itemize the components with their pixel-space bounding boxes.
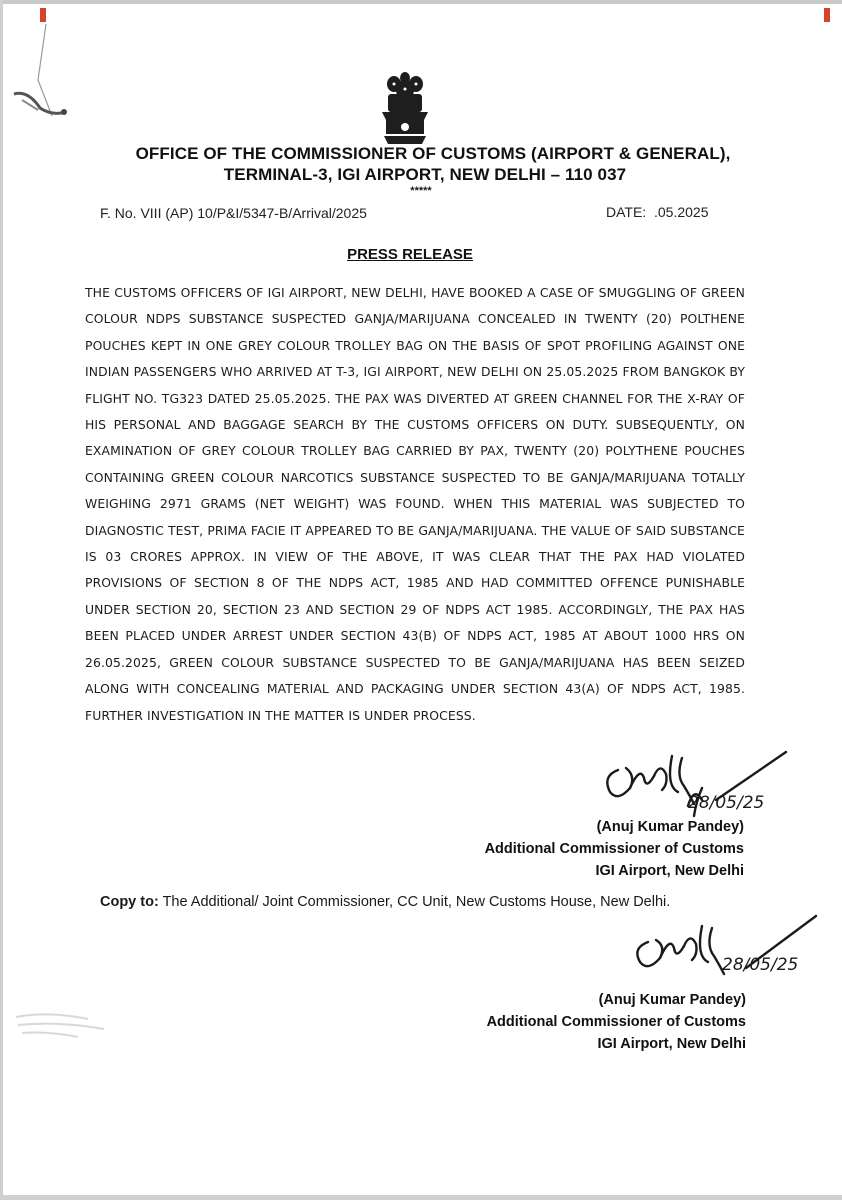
signatory-name: (Anuj Kumar Pandey) [596, 819, 744, 835]
file-number: F. No. VIII (AP) 10/P&I/5347-B/Arrival/2025 [100, 205, 367, 221]
copy-to-line [100, 894, 670, 910]
office-title-line1: OFFICE OF THE COMMISSIONER OF CUSTOMS (AIRPORT & GENERAL), [135, 144, 731, 163]
signature-date-2: 28/05/25 [722, 955, 799, 975]
signatory-location: IGI Airport, New Delhi [597, 1036, 746, 1052]
signature-icon [596, 746, 796, 826]
signatory-designation: Additional Commissioner of Customs [484, 841, 744, 857]
signature-icon [626, 908, 826, 988]
signatory-name: (Anuj Kumar Pandey) [598, 992, 746, 1008]
copy-to-label: Copy to: [100, 894, 159, 910]
signatory-block-2 [440, 989, 746, 1055]
staple-marks-icon [8, 20, 78, 130]
scan-edge-bottom [0, 1195, 842, 1200]
date-value: .05.2025 [653, 204, 709, 220]
signatory-block-1 [440, 816, 744, 882]
date-field [606, 204, 708, 220]
signature-date-1: 28/05/25 [688, 793, 765, 813]
header-separator: ***** [410, 185, 432, 197]
scan-edge-left [0, 0, 3, 1200]
office-title-line2: TERMINAL-3, IGI AIRPORT, NEW DELHI – 110 037 [223, 165, 627, 184]
scan-edge-top [0, 0, 842, 4]
scan-smudge [8, 1005, 118, 1045]
date-label: DATE: [606, 204, 647, 220]
copy-to-text: The Additional/ Joint Commissioner, CC Unit, New Customs House, New Delhi. [162, 894, 671, 910]
corner-mark-right [824, 8, 830, 22]
signatory-location: IGI Airport, New Delhi [595, 863, 744, 879]
state-emblem-icon [372, 68, 438, 148]
signatory-designation: Additional Commissioner of Customs [486, 1014, 746, 1030]
press-release-title: PRESS RELEASE [347, 246, 473, 263]
press-release-body: THE CUSTOMS OFFICERS OF IGI AIRPORT, NEW DELHI, HAVE BOOKED A CASE OF SMUGGLING OF GREEN COLOUR NDPS SUBSTANCE SUSPECTED GANJA/MARIJUANA CONCEALED IN TWENTY (20) POLTHENE POUCHES KEPT IN ONE GREY COLOUR TROLLEY BAG ON THE BASIS OF SPOT PROFILING AGAINST ONE INDIAN PASSENGERS WHO ARRIVED AT T-3, IGI AIRPORT, NEW DELHI ON 25.05.2025 FROM BANGKOK BY FLIGHT NO. TG323 DATED 25.05.2025. THE PAX WAS DIVERTED AT GREEN CHANNEL FOR THE X-RAY OF HIS PERSONAL AND BAGGAGE SEARCH BY THE CUSTOMS OFFICERS ON DUTY. SUBSEQUENTLY, ON EXAMINATION OF GREY COLOUR TROLLEY BAG CARRIED BY PAX, TWENTY (20) POLYTHENE POUCHES CONTAINING GREEN COLOUR NARCOTICS SUBSTANCE SUSPECTED TO BE GANJA/MARIJUANA TOTALLY WEIGHING 2971 GRAMS (NET WEIGHT) WAS FOUND. WHEN THIS MATERIAL WAS SUBJECTED TO DIAGNOSTIC TEST, PRIMA FACIE IT APPEARED TO BE GANJA/MARIJUANA. THE VALUE OF SAID SUBSTANCE IS 03 CRORES APPROX. IN VIEW OF THE ABOVE, IT WAS CLEAR THAT THE PAX HAD VIOLATED PROVISIONS OF SECTION 8 OF THE NDPS ACT, 1985 AND HAD COMMITTED OFFENCE PUNISHABLE UNDER SECTION 20, SECTION 23 AND SECTION 29 OF NDPS ACT 1985. ACCORDINGLY, THE PAX HAS BEEN PLACED UNDER ARREST UNDER SECTION 43(B) OF NDPS ACT, 1985 AT ABOUT 1000 HRS ON 26.05.2025, GREEN COLOUR SUBSTANCE SUSPECTED TO BE GANJA/MARIJUANA HAS BEEN SEIZED ALONG WITH CONCEALING MATERIAL AND PACKAGING UNDER SECTION 43(A) OF NDPS ACT, 1985. FURTHER INVESTIGATION IN THE MATTER IS UNDER PROCESS. [85, 285, 745, 723]
